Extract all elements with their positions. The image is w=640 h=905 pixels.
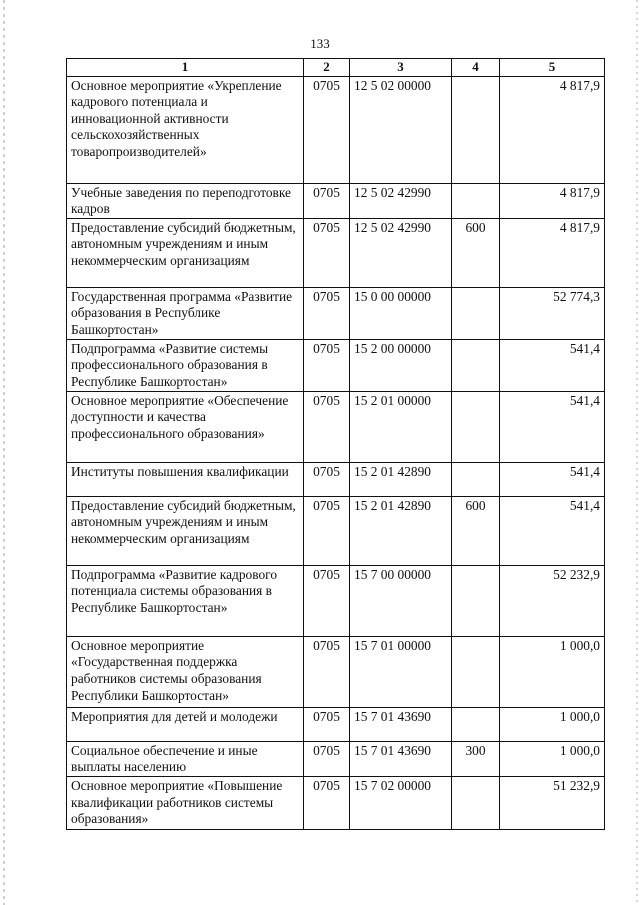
row-section-code: 0705: [304, 287, 350, 339]
row-target-code: 15 2 01 42890: [350, 462, 452, 496]
table-row: [67, 287, 605, 339]
row-name: Социальное обеспечение и иные выплаты населению: [67, 741, 304, 776]
row-amount: 4 817,9: [500, 76, 605, 183]
scan-edge-right: [636, 0, 638, 905]
row-target-code: 15 7 02 00000: [350, 776, 452, 829]
row-section-code: 0705: [304, 183, 350, 218]
row-expense-type: [452, 565, 500, 636]
page-number: 133: [310, 36, 330, 51]
table-row: [67, 565, 605, 636]
header-col-5: 5: [500, 59, 605, 77]
row-section-code: 0705: [304, 707, 350, 741]
row-target-code: 15 2 00 00000: [350, 339, 452, 391]
row-name: Основное мероприятие «Государственная поддержка работников системы образования Республики Башкортостан»: [67, 636, 304, 707]
row-name: Основное мероприятие «Обеспечение доступности и качества профессионального образования»: [67, 391, 304, 462]
row-amount: 4 817,9: [500, 183, 605, 218]
row-section-code: 0705: [304, 218, 350, 287]
table-row: [67, 339, 605, 391]
row-name: Основное мероприятие «Укрепление кадрового потенциала и инновационной активности сельскохозяйственных товаропроизводителей»: [67, 76, 304, 183]
row-target-code: 15 7 00 00000: [350, 565, 452, 636]
header-col-3: 3: [350, 59, 452, 77]
header-col-2: 2: [304, 59, 350, 77]
budget-table: [66, 58, 605, 830]
row-expense-type: [452, 636, 500, 707]
header-row: [67, 59, 605, 77]
row-target-code: 15 2 01 00000: [350, 391, 452, 462]
row-amount: 1 000,0: [500, 741, 605, 776]
row-amount: 541,4: [500, 462, 605, 496]
row-expense-type: [452, 462, 500, 496]
row-name: Предоставление субсидий бюджетным, автономным учреждениям и иным некоммерческим организациям: [67, 496, 304, 565]
table-body: [67, 76, 605, 829]
row-target-code: 12 5 02 00000: [350, 76, 452, 183]
table-row: [67, 636, 605, 707]
row-expense-type: [452, 707, 500, 741]
row-expense-type: [452, 339, 500, 391]
row-target-code: 15 0 00 00000: [350, 287, 452, 339]
row-section-code: 0705: [304, 76, 350, 183]
table-row: [67, 496, 605, 565]
row-amount: 1 000,0: [500, 636, 605, 707]
row-amount: 541,4: [500, 339, 605, 391]
row-name: Учебные заведения по переподготовке кадров: [67, 183, 304, 218]
row-section-code: 0705: [304, 496, 350, 565]
row-target-code: 15 7 01 00000: [350, 636, 452, 707]
row-section-code: 0705: [304, 462, 350, 496]
row-amount: 52 232,9: [500, 565, 605, 636]
scan-edge-left: [3, 0, 5, 905]
row-expense-type: 600: [452, 218, 500, 287]
header-col-1: 1: [67, 59, 304, 77]
table-row: [67, 183, 605, 218]
row-expense-type: [452, 287, 500, 339]
row-name: Мероприятия для детей и молодежи: [67, 707, 304, 741]
table-row: [67, 391, 605, 462]
row-amount: 541,4: [500, 496, 605, 565]
row-section-code: 0705: [304, 565, 350, 636]
table-row: [67, 707, 605, 741]
row-section-code: 0705: [304, 776, 350, 829]
row-amount: 1 000,0: [500, 707, 605, 741]
header-col-4: 4: [452, 59, 500, 77]
row-target-code: 15 2 01 42890: [350, 496, 452, 565]
row-expense-type: [452, 183, 500, 218]
row-expense-type: [452, 391, 500, 462]
row-section-code: 0705: [304, 339, 350, 391]
row-amount: 51 232,9: [500, 776, 605, 829]
table-row: [67, 462, 605, 496]
row-name: Подпрограмма «Развитие системы профессионального образования в Республике Башкортостан»: [67, 339, 304, 391]
table-header: [67, 59, 605, 77]
row-name: Институты повышения квалификации: [67, 462, 304, 496]
row-expense-type: 600: [452, 496, 500, 565]
row-target-code: 12 5 02 42990: [350, 218, 452, 287]
table-row: [67, 218, 605, 287]
row-target-code: 15 7 01 43690: [350, 741, 452, 776]
row-name: Подпрограмма «Развитие кадрового потенциала системы образования в Республике Башкортостан»: [67, 565, 304, 636]
row-amount: 4 817,9: [500, 218, 605, 287]
row-expense-type: 300: [452, 741, 500, 776]
row-amount: 52 774,3: [500, 287, 605, 339]
row-target-code: 12 5 02 42990: [350, 183, 452, 218]
row-expense-type: [452, 76, 500, 183]
row-expense-type: [452, 776, 500, 829]
row-section-code: 0705: [304, 636, 350, 707]
row-target-code: 15 7 01 43690: [350, 707, 452, 741]
row-amount: 541,4: [500, 391, 605, 462]
table-row: [67, 776, 605, 829]
row-name: Предоставление субсидий бюджетным, автономным учреждениям и иным некоммерческим организациям: [67, 218, 304, 287]
row-section-code: 0705: [304, 391, 350, 462]
table-row: [67, 741, 605, 776]
row-name: Основное мероприятие «Повышение квалификации работников системы образования»: [67, 776, 304, 829]
row-name: Государственная программа «Развитие образования в Республике Башкортостан»: [67, 287, 304, 339]
row-section-code: 0705: [304, 741, 350, 776]
table-row: [67, 76, 605, 183]
